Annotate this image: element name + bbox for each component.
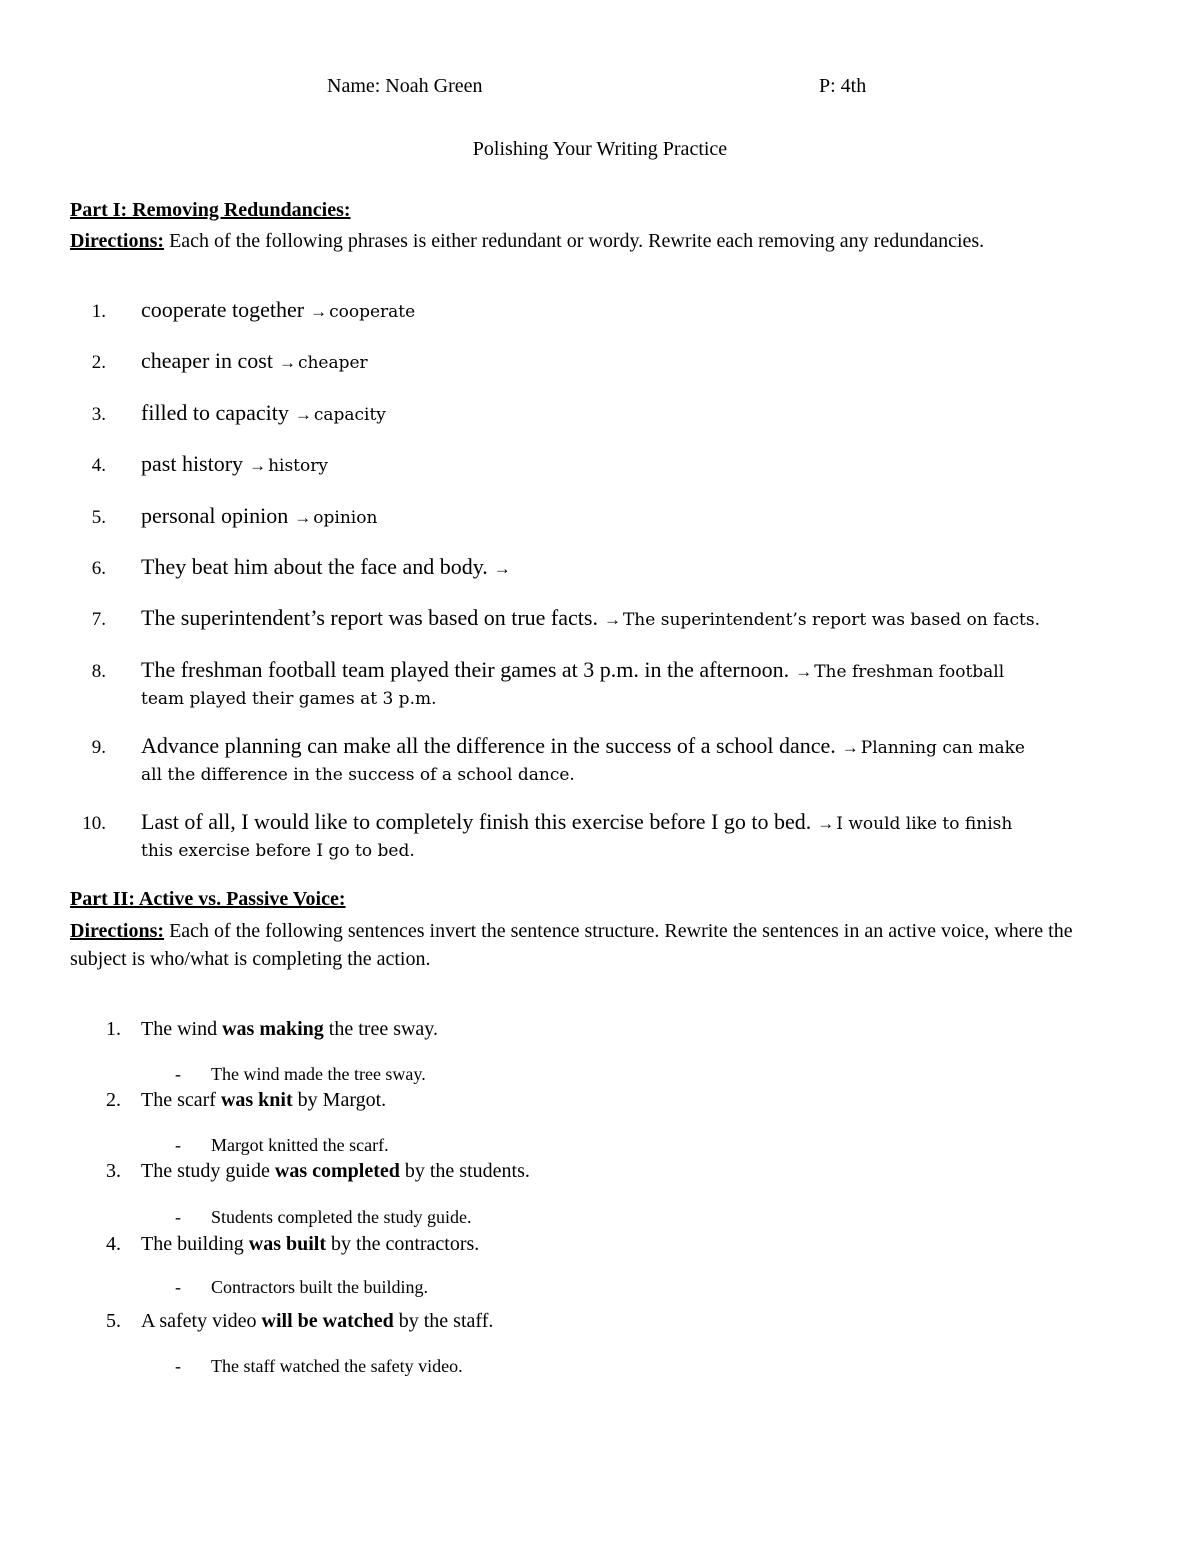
sentence-end: by the staff. [393,1310,494,1332]
list-item [141,809,1121,865]
sentence-start: A safety video [141,1310,262,1332]
part2-directions [70,917,1110,973]
item-answer-continued: this exercise before I go to bed. [141,841,415,861]
item-number: 1. [106,1018,121,1040]
arrow-icon: → [294,405,312,424]
item-question: They beat him about the face and body. [141,554,488,579]
item-number: 6. [91,558,106,579]
item-question: The freshman football team played their games at 3 p.m. in the afternoon. [141,657,790,682]
list-item [141,1016,438,1042]
item-question: cooperate together [141,297,305,322]
item-answer: Contractors built the building. [211,1277,428,1297]
list-item [141,1087,386,1113]
item-question: Advance planning can make all the difference in the success of a school dance. [141,733,836,758]
item-question: past history [141,451,244,476]
item-number: 9. [91,737,106,758]
passive-verb: will be watched [261,1310,394,1332]
item-answer: cheaper [297,353,368,373]
list-item [141,733,1121,789]
list-item [141,1308,493,1334]
item-number: 4. [106,1233,121,1255]
list-item [141,1231,479,1257]
part2-directions-text: Each of the following sentences invert the sentence structure. Rewrite the sentences in an active voice, where the subject is who/what is completing the action. [70,920,1073,970]
dash-bullet: - [175,1356,181,1376]
item-number: 7. [91,609,106,630]
item-number: 8. [91,661,106,682]
part1-directions [70,226,1110,256]
list-item [141,451,1121,479]
list-item [141,348,1121,376]
student-name: Name: Noah Green [327,75,483,97]
list-item [141,503,1121,531]
item-answer: cooperate [329,302,416,322]
arrow-icon: → [493,559,511,578]
item-answer: I would like to finish [836,814,1013,834]
passive-verb: was knit [220,1089,293,1111]
passive-verb: was built [248,1233,327,1255]
item-number: 10. [82,813,106,834]
dash-bullet: - [175,1135,181,1155]
item-answer: The superintendent’s report was based on facts. [622,610,1041,630]
arrow-icon: → [278,353,296,372]
item-number: 3. [91,404,106,425]
arrow-icon: → [795,662,813,681]
part2-directions-label: Directions: [70,920,165,942]
item-number: 3. [106,1160,121,1182]
arrow-icon: → [817,814,835,833]
item-answer: The staff watched the safety video. [211,1356,463,1376]
dash-bullet: - [175,1064,181,1084]
item-number: 4. [91,455,106,476]
arrow-icon: → [249,456,267,475]
item-answer: opinion [313,508,378,528]
item-question: filled to capacity [141,400,289,425]
arrow-icon: → [294,508,312,527]
item-number: 5. [106,1310,121,1332]
item-answer: Margot knitted the scarf. [211,1135,389,1155]
list-item [141,1158,530,1184]
list-item [141,657,1121,713]
sentence-start: The study guide [141,1160,275,1182]
list-item [141,554,1121,582]
page-title: Polishing Your Writing Practice [472,138,728,160]
passive-verb: was completed [274,1160,400,1182]
list-item [141,605,1121,633]
part1-heading: Part I: Removing Redundancies: [70,199,351,221]
sentence-start: The building [141,1233,249,1255]
sentence-end: by the students. [399,1160,530,1182]
part2-heading: Part II: Active vs. Passive Voice: [70,888,346,910]
part1-directions-label: Directions: [70,230,165,252]
class-period: P: 4th [819,75,867,97]
item-answer: capacity [313,405,386,425]
item-number: 2. [106,1089,121,1111]
item-question: personal opinion [141,503,289,528]
item-number: 5. [91,507,106,528]
sentence-end: the tree sway. [323,1018,439,1040]
item-answer: Planning can make [860,738,1025,758]
part1-directions-text: Each of the following phrases is either redundant or wordy. Rewrite each removing any redundancies. [164,230,985,252]
passive-verb: was making [222,1018,324,1040]
dash-bullet: - [175,1277,181,1297]
dash-bullet: - [175,1207,181,1227]
item-answer: The freshman football [814,662,1005,682]
arrow-icon: → [841,738,859,757]
item-number: 1. [91,301,106,322]
arrow-icon: → [310,302,328,321]
item-question: Last of all, I would like to completely finish this exercise before I go to bed. [141,809,812,834]
item-answer: history [268,456,328,476]
list-item [141,297,1121,325]
sentence-end: by Margot. [292,1089,387,1111]
sentence-start: The scarf [141,1089,221,1111]
item-answer-continued: all the difference in the success of a school dance. [141,765,575,785]
item-question: cheaper in cost [141,348,273,373]
item-question: The superintendent’s report was based on true facts. [141,605,598,630]
sentence-end: by the contractors. [326,1233,480,1255]
item-number: 2. [91,352,106,373]
arrow-icon: → [603,610,621,629]
sentence-start: The wind [141,1018,223,1040]
list-item [141,400,1121,428]
item-answer-continued: team played their games at 3 p.m. [141,689,437,709]
item-answer: The wind made the tree sway. [211,1064,426,1084]
item-answer: Students completed the study guide. [211,1207,472,1227]
